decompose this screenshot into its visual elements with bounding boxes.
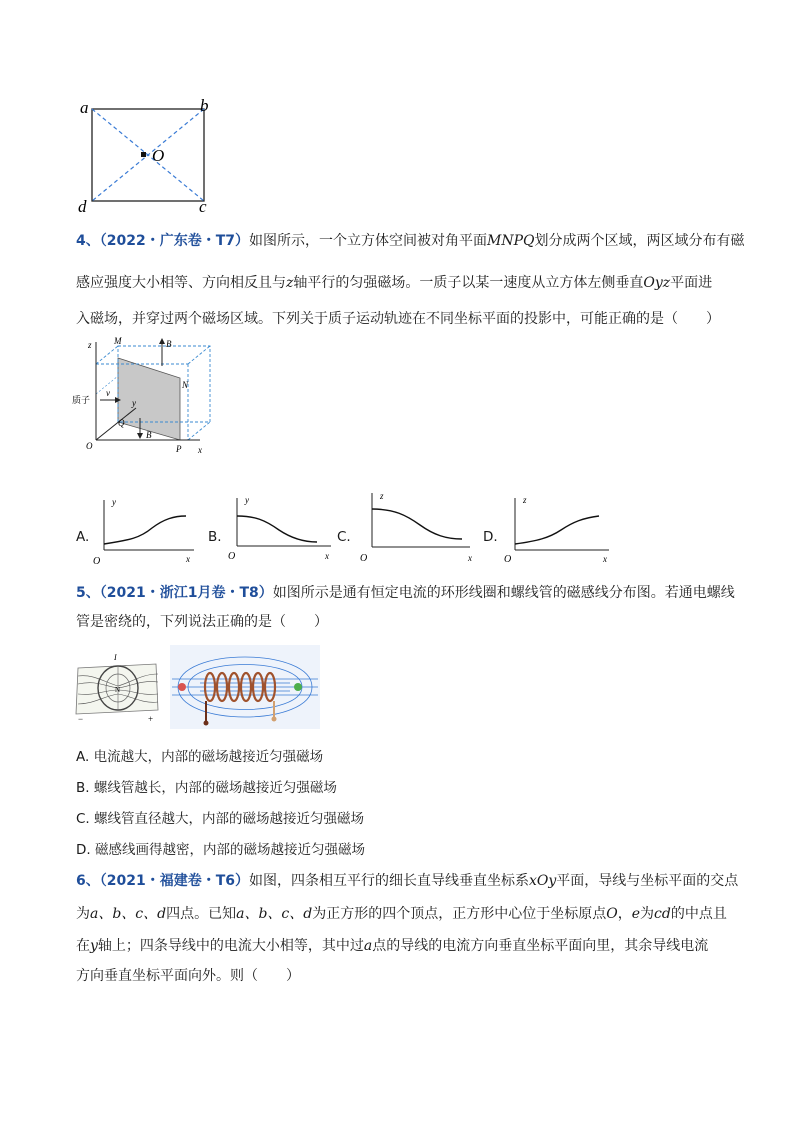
label-o: O — [152, 146, 165, 165]
q4-option-a-letter[interactable]: A. — [76, 529, 90, 545]
svg-text:O: O — [86, 441, 93, 451]
svg-text:x: x — [198, 445, 202, 455]
svg-text:O: O — [228, 551, 236, 562]
label-a: a — [80, 98, 89, 117]
svg-text:B: B — [166, 339, 172, 349]
cube-figure — [72, 336, 216, 458]
ring-coil-figure — [74, 650, 162, 724]
q4-line2: 感应强度大小相等、方向相反且与z轴平行的匀强磁场。一质子以某一速度从立方体左侧垂直Oyz平面进 — [76, 275, 713, 291]
svg-text:N: N — [115, 686, 121, 694]
svg-text:O: O — [504, 554, 512, 565]
svg-text:y: y — [112, 497, 116, 507]
svg-text:M: M — [114, 336, 122, 346]
q5-option-c[interactable]: C. 螺线管直径越大，内部的磁场越接近匀强磁场 — [76, 811, 365, 827]
q6-line2: 为a、b、c、d四点。已知a、b、c、d为正方形的四个顶点，正方形中心位于坐标原点O，e为cd的中点且 — [76, 906, 727, 922]
svg-text:Q: Q — [118, 418, 125, 428]
svg-text:x: x — [186, 554, 190, 564]
q4-option-d-graph[interactable] — [503, 492, 613, 566]
q4-line1: 4、（2022・广东卷・T7）如图所示，一个立方体空间被对角平面MNPQ划分成两个区域，两区域分布有磁 — [76, 233, 745, 249]
q4-head: 4、（2022・广东卷・T7） — [76, 233, 249, 249]
svg-text:z: z — [88, 340, 92, 350]
q4-option-c-letter[interactable]: C. — [337, 529, 351, 545]
svg-text:y: y — [132, 398, 136, 408]
q4-option-d-letter[interactable]: D. — [483, 529, 498, 545]
label-c: c — [199, 197, 207, 216]
q5-line2: 管是密绕的，下列说法正确的是（ ） — [76, 614, 328, 630]
q4-option-b-letter[interactable]: B. — [208, 529, 222, 545]
svg-text:y: y — [245, 495, 249, 505]
svg-text:z: z — [523, 495, 527, 505]
svg-text:N: N — [182, 380, 189, 390]
q5-option-b[interactable]: B. 螺线管越长，内部的磁场越接近匀强磁场 — [76, 780, 337, 796]
q4-option-a-graph[interactable] — [90, 492, 200, 566]
q6-head: 6、（2021・福建卷・T6） — [76, 873, 249, 889]
q5-head: 5、（2021・浙江1月卷・T8） — [76, 585, 273, 601]
q4-line3: 入磁场，并穿过两个磁场区域。下列关于质子运动轨迹在不同坐标平面的投影中，可能正确的是（ ） — [76, 311, 720, 327]
q6-line1: 6、（2021・福建卷・T6）如图，四条相互平行的细长直导线垂直坐标系xOy平面，导线与坐标平面的交点 — [76, 873, 739, 889]
svg-text:x: x — [325, 551, 329, 561]
svg-text:质子: 质子 — [72, 395, 91, 405]
svg-text:I: I — [114, 653, 117, 662]
label-d: d — [78, 197, 87, 216]
q5-option-a[interactable]: A. 电流越大，内部的磁场越接近匀强磁场 — [76, 749, 324, 765]
svg-text:−: − — [78, 714, 84, 724]
svg-text:x: x — [603, 554, 607, 564]
svg-text:P: P — [176, 444, 182, 454]
q6-line3: 在y轴上；四条导线中的电流大小相等，其中过a点的导线的电流方向垂直坐标平面向里，其余导线电流 — [76, 938, 709, 954]
square-figure — [70, 95, 220, 220]
svg-text:+: + — [148, 714, 154, 724]
q4-option-b-graph[interactable] — [225, 492, 335, 566]
svg-text:B: B — [146, 430, 152, 440]
q5-line1: 5、（2021・浙江1月卷・T8）如图所示是通有恒定电流的环形线圈和螺线管的磁感线分布图。若通电螺线 — [76, 585, 735, 601]
svg-text:O: O — [360, 553, 368, 564]
q6-line4: 方向垂直坐标平面向外。则（ ） — [76, 968, 300, 984]
svg-text:z: z — [380, 491, 384, 501]
q4-option-c-graph[interactable] — [358, 487, 478, 567]
svg-text:v: v — [106, 388, 110, 398]
solenoid-figure — [170, 645, 320, 729]
label-b: b — [200, 96, 209, 115]
svg-text:O: O — [93, 556, 101, 567]
q5-option-d[interactable]: D. 磁感线画得越密，内部的磁场越接近匀强磁场 — [76, 842, 365, 858]
svg-text:x: x — [468, 553, 472, 563]
